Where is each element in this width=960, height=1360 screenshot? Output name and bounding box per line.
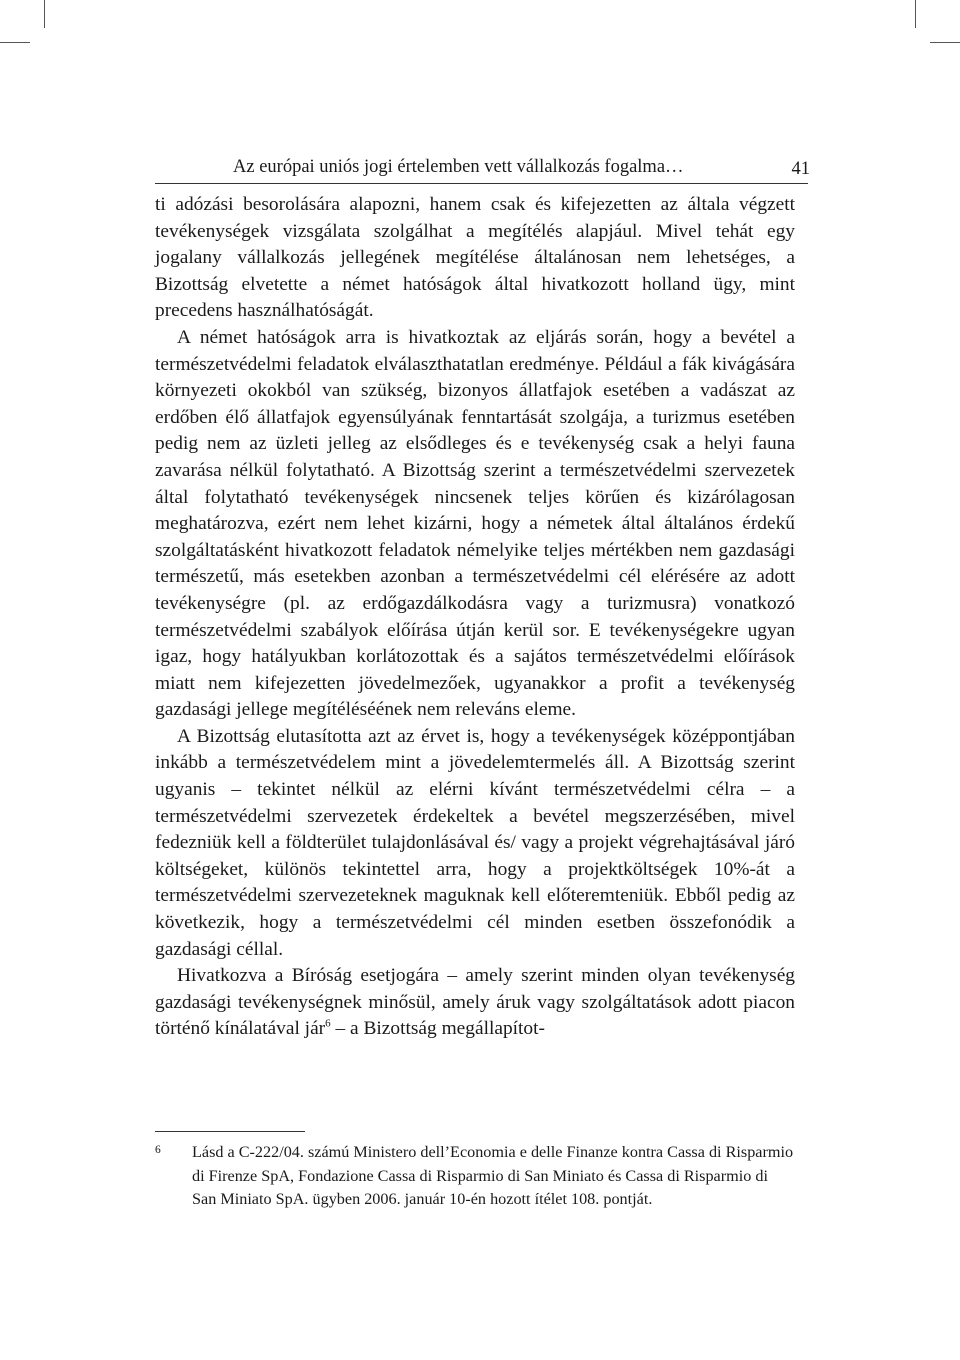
page-number: 41 <box>791 159 810 179</box>
running-header <box>155 157 808 184</box>
body-text <box>155 192 795 1043</box>
paragraph <box>155 963 795 1043</box>
crop-mark <box>0 42 30 43</box>
paragraph-text-tail: – a Bizottság megállapítot- <box>330 1018 545 1040</box>
paragraph: A Bizottság elutasította azt az érvet is, hogy a tevékenységek középpontjában inkább a természetvédelem mint a jövedelemtermelés áll. A Bizottság szerint ugyanis – tekintet nélkül az elérni kívánt természetvédelmi célra – a természetvédelmi szervezetek érdekeltek a bevétel megszerzésében, mivel fedezniük kell a földterület tulajdonlásával és/ vagy a projekt végrehajtásával járó költségeket, különös tekintettel arra, hogy a projektköltségek 10%-át a természetvédelmi szervezeteknek maguknak kell előteremteniük. Ebből pedig az következik, hogy a természetvédelmi cél minden esetben összefonódik a gazdasági céllal. <box>155 725 795 960</box>
paragraph: A német hatóságok arra is hivatkoztak az eljárás során, hogy a bevétel a természetvédelmi feladatok elválaszthatatlan eredménye. Például a fák kivágására környezeti okokból van szükség, bizonyos állatfajok esetében a vadászat az erdőben élő állatfajok egyensúlyának fenntartását szolgája, a turizmus esetében pedig nem az üzleti jelleg az elsődleges és e tevékenység csak a helyi fauna zavarása nélkül folytatható. A Bizottság szerint a természetvédelmi szervezetek által folytatható tevékenységek nincsenek teljes körűen és kizárólagosan meghatározva, ezért nem lehet kizárni, hogy a németek által általános érdekű szolgáltatásként hivatkozott feladatok némelyike teljes mértékben nem gazdasági természetű, más esetekben azonban a természetvédelmi cél elérésére az adott tevékenységre (pl. az erdőgazdálkodásra vagy a turizmusra) vonatkozó természetvédelmi szabályok előírása útján kerül sor. E tevékenységekre ugyan igaz, hogy hatályukban korlátozottak és a sajátos természetvédelmi előírások miatt nem kifejezetten jövedelmezőek, ugyanakkor a profit a tevékenység gazdasági jellege megítéléséének nem releváns eleme. <box>155 326 795 721</box>
footnote-reference[interactable]: 6 <box>325 1017 331 1030</box>
footnote-text: Lásd a C-222/04. számú Ministero dell’Economia e delle Finanze kontra Cassa di Risparmio di Firenze SpA, Fondazione Cassa di Risparmio di San Miniato és Cassa di Risparmio di San Miniato SpA. ügyben 2006. január 10-én hozott ítélet 108. pontját. <box>192 1143 794 1209</box>
footnote-separator <box>155 1131 305 1132</box>
crop-mark <box>915 0 916 28</box>
crop-mark <box>930 42 960 43</box>
footnote <box>155 1141 795 1212</box>
running-title: Az európai uniós jogi értelemben vett vállalkozás fogalma… <box>233 157 684 177</box>
footnote-number: 6 <box>155 1144 161 1156</box>
paragraph-text: Hivatkozva a Bíróság esetjogára – amely szerint minden olyan tevékenység gazdasági tevékenységnek minősül, amely áruk vagy szolgáltatások adott piacon történő kínálatával jár <box>155 965 795 1040</box>
crop-mark <box>44 0 45 28</box>
paragraph: ti adózási besorolására alapozni, hanem csak és kifejezetten az általa végzett tevékenységek vizsgálata szolgálhat a megítélés alapjául. Mivel tehát egy jogalany vállalkozás jellegének megítélése általánosan nem lehetséges, a Bizottság elvetette a német hatóságok által hivatkozott holland ügy, mint precedens használhatóságát. <box>155 194 795 322</box>
